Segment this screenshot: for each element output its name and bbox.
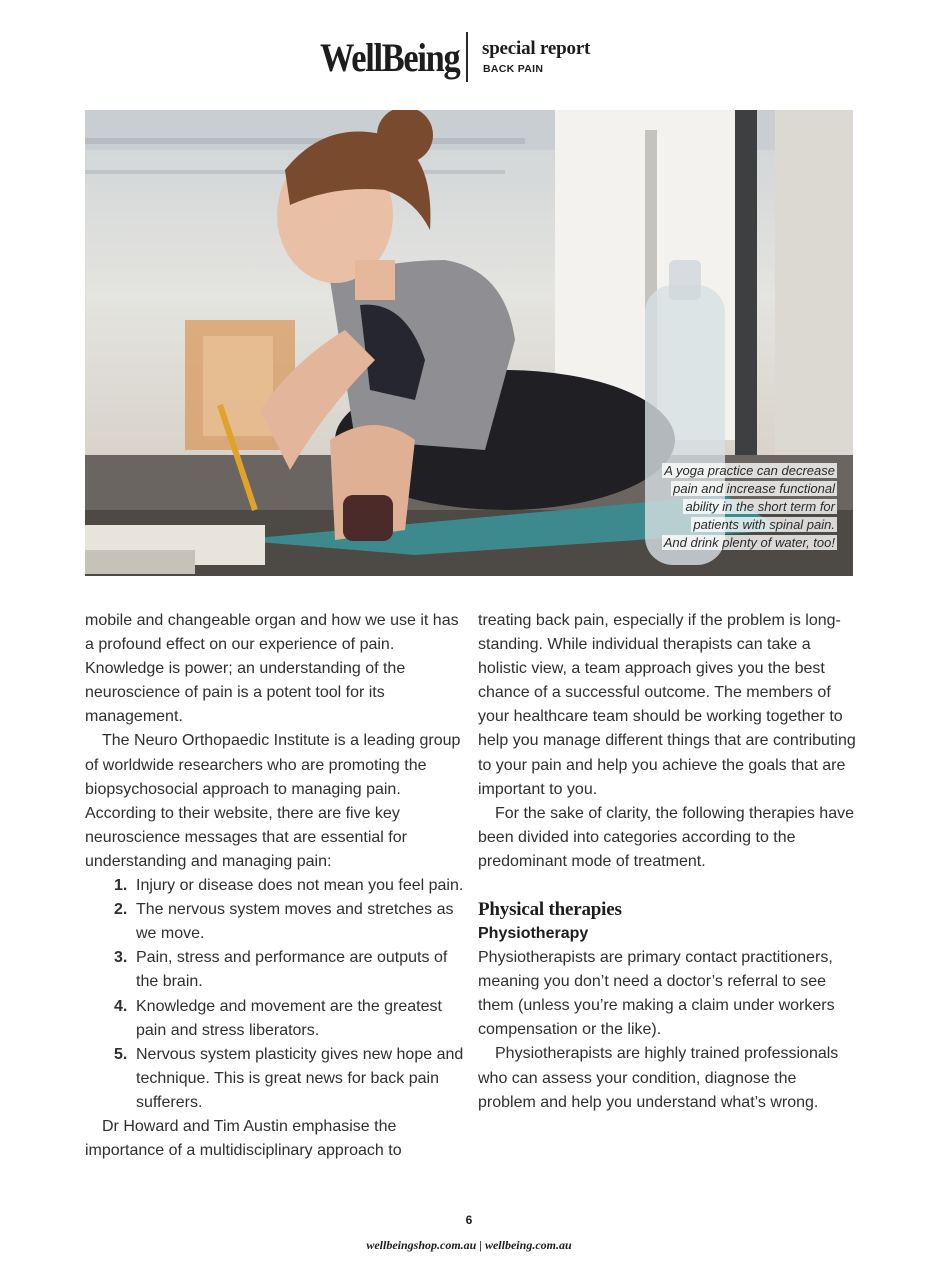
list-text: Knowledge and movement are the greatest pain and stress liberators. bbox=[136, 997, 442, 1039]
neuroscience-messages-list bbox=[85, 874, 465, 1115]
list-number: 5. bbox=[114, 1045, 128, 1063]
caption-line: A yoga practice can decrease bbox=[664, 463, 835, 478]
left-column bbox=[85, 609, 465, 1163]
list-text: The nervous system moves and stretches as we move. bbox=[136, 901, 454, 943]
list-text: Injury or disease does not mean you feel pain. bbox=[136, 877, 464, 895]
feature-photo bbox=[85, 110, 853, 576]
caption-line: ability in the short term for bbox=[685, 499, 835, 514]
brand-logo: WellBeing bbox=[320, 35, 460, 80]
list-number: 4. bbox=[114, 997, 128, 1015]
list-item bbox=[85, 898, 465, 946]
body-paragraph: treating back pain, especially if the problem is long-standing. While individual therapists can take a holistic view, a team approach gives you the best chance of a successful outcome. The members of your healthcare team should be working together to help you manage different things that are contributing to your pain and help you achieve the goals that are important to you. bbox=[478, 612, 856, 798]
body-paragraph: For the sake of clarity, the following therapies have been divided into categories according to the predominant mode of treatment. bbox=[478, 804, 854, 870]
caption-line: pain and increase functional bbox=[673, 481, 835, 496]
list-text: Pain, stress and performance are outputs of the brain. bbox=[136, 949, 448, 991]
list-number: 2. bbox=[114, 901, 128, 919]
list-number: 1. bbox=[114, 877, 128, 895]
section-title: special report bbox=[482, 38, 591, 59]
body-paragraph: Dr Howard and Tim Austin emphasise the importance of a multidisciplinary approach to bbox=[85, 1117, 402, 1160]
body-paragraph: mobile and changeable organ and how we use it has a profound effect on our experience of pain. Knowledge is power; an understanding of the neuroscience of pain is a potent tool for its management. bbox=[85, 612, 459, 726]
list-item bbox=[85, 874, 465, 898]
list-item bbox=[85, 1043, 465, 1115]
body-paragraph: Physiotherapists are primary contact practitioners, meaning you don’t need a doctor’s referral to see them (unless you’re making a claim under workers compensation or the like). bbox=[478, 949, 835, 1039]
photo-caption bbox=[662, 462, 837, 552]
body-paragraph: Physiotherapists are highly trained professionals who can assess your condition, diagnose the problem and help you understand what’s wrong. bbox=[478, 1045, 839, 1111]
section-subtitle: BACK PAIN bbox=[483, 63, 544, 75]
caption-line: And drink plenty of water, too! bbox=[663, 535, 835, 550]
section-heading: Physical therapies bbox=[478, 899, 622, 921]
right-column bbox=[478, 609, 858, 1115]
page-header bbox=[0, 30, 938, 85]
list-text: Nervous system plasticity gives new hope and technique. This is great news for back pain sufferers. bbox=[136, 1045, 464, 1111]
body-paragraph: The Neuro Orthopaedic Institute is a leading group of worldwide researchers who are promoting the biopsychosocial approach to managing pain. According to their website, there are five key neuroscience messages that are essential for understanding and managing pain: bbox=[85, 732, 461, 870]
list-number: 3. bbox=[114, 949, 128, 967]
subsection-heading: Physiotherapy bbox=[478, 925, 589, 943]
footer-urls: wellbeingshop.com.au | wellbeing.com.au bbox=[366, 1238, 572, 1252]
header-divider bbox=[466, 32, 468, 82]
page-number: 6 bbox=[465, 1213, 473, 1227]
list-item bbox=[85, 946, 465, 994]
caption-line: patients with spinal pain. bbox=[693, 517, 835, 532]
list-item bbox=[85, 995, 465, 1043]
